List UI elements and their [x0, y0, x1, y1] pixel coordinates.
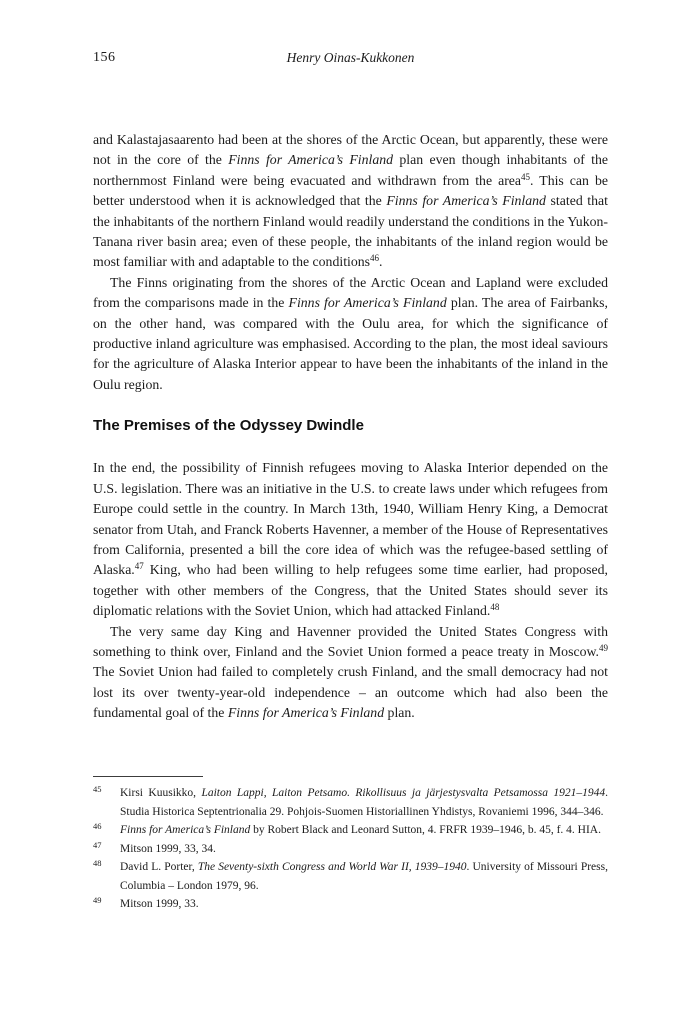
footnote-reference: 48 — [490, 602, 500, 613]
footnote-text — [120, 821, 608, 840]
text-run: The very same day King and Havenner provided the United States Congress with something to think over, Finland and the Soviet Union formed a peace treaty in Moscow. — [93, 623, 608, 659]
footnote-text — [120, 840, 608, 859]
page-body — [93, 130, 608, 724]
paragraph — [93, 130, 608, 273]
text-run: . University of Missouri Press, Columbia – London 1979, 96. — [120, 861, 608, 892]
text-run: Finns for America’s Finland — [386, 193, 546, 209]
text-run: . Studia Historica Septentrionalia 29. Pohjois-Suomen Historiallinen Yhdistys, Rovaniemi 1996, 344–346. — [120, 787, 608, 818]
footnote — [93, 858, 608, 895]
footnote-text — [120, 784, 608, 821]
footnote-number: 49 — [93, 895, 102, 905]
footnote-text — [120, 858, 608, 895]
footnote — [93, 840, 608, 859]
text-run: David L. Porter, — [120, 861, 198, 873]
text-run: plan. The area of Fairbanks, on the other hand, was compared with the Oulu area, for which the significance of productive inland agriculture was emphasised. According to the plan, the most ideal saviours for the agriculture of Alaska Interior appear to have been the inhabitants of the inland in the Oulu region. — [93, 295, 608, 392]
footnotes-section — [93, 776, 608, 914]
footnote-number: 46 — [93, 821, 102, 831]
text-run: and Kalastajasaarento had been at the shores of the Arctic Ocean, but apparently, these were not in the core of the — [93, 132, 608, 168]
page-number: 156 — [93, 50, 116, 65]
text-run: Finns for America’s Finland — [288, 295, 447, 311]
text-run: by Robert Black and Leonard Sutton, 4. FRFR 1939–1946, b. 45, f. 4. HIA. — [250, 824, 601, 836]
text-run: . This can be better understood when it is acknowledged that the — [93, 172, 608, 209]
footnote — [93, 821, 608, 840]
text-run: Laiton Lappi, Laiton Petsamo. Rikollisuus ja järjestysvalta Petsamossa 1921–1944 — [201, 787, 606, 799]
text-run: In the end, the possibility of Finnish refugees moving to Alaska Interior depended on the U.S. legislation. There was an initiative in the U.S. to create laws under which refugees from Europe could settle in the country. In March 13th, 1940, William Henry King, a Democrat senator from Utah, and Franck Roberts Havenner, a member of the House of Representatives from California, presented a bill the core idea of which was the refugee-based settling of Alaska. — [93, 460, 608, 578]
text-run: Mitson 1999, 33. — [120, 898, 199, 910]
paragraph — [93, 622, 608, 724]
text-run: Finns for America’s Finland — [120, 824, 251, 836]
text-run: The Finns originating from the shores of the Arctic Ocean and Lapland were excluded from the comparisons made in the — [93, 274, 608, 311]
page-header — [93, 49, 608, 66]
running-head: Henry Oinas-Kukkonen — [286, 50, 415, 65]
footnote-reference: 49 — [599, 642, 608, 653]
text-run: plan. — [384, 705, 415, 721]
text-run: plan even though inhabitants of the northernmost Finland were being evacuated and withdrawn from the area — [93, 152, 608, 188]
text-run: King, who had been willing to help refugees some time earlier, had proposed, together with other members of the Congress, that the United States should sever its diplomatic relations with the Soviet Union, which had attacked Finland. — [93, 562, 608, 619]
footnote-reference: 45 — [521, 171, 531, 182]
footnote-text — [120, 895, 608, 914]
footnote-number: 45 — [93, 784, 102, 794]
section-heading: The Premises of the Odyssey Dwindle — [93, 417, 364, 435]
footnote-separator-rule — [93, 776, 203, 777]
text-run: Finns for America’s Finland — [228, 152, 394, 168]
paragraph — [93, 458, 608, 621]
footnote-number: 47 — [93, 839, 102, 850]
text-run: The Soviet Union had failed to completely crush Finland, and the small democracy had not lost its over twenty-year-old independence – an outcome which had also been the fundamental goal of the — [93, 664, 608, 721]
text-run: Mitson 1999, 33, 34. — [120, 842, 216, 855]
text-run: Finns for America’s Finland — [227, 705, 385, 721]
text-run: The Seventy-sixth Congress and World War II, 1939–1940 — [197, 861, 467, 873]
footnote-reference: 47 — [134, 561, 144, 572]
footnote — [93, 895, 608, 914]
paragraph — [93, 273, 608, 395]
text-run: Kirsi Kuusikko, — [120, 787, 202, 799]
text-run: stated that the inhabitants of the northern Finland would readily understand the conditions in the Yukon-Tanana river basin area; even of these people, the inhabitants of the inland region would be most familiar with and adaptable to the conditions — [93, 193, 608, 270]
text-run: . — [379, 254, 383, 270]
footnote-number: 48 — [93, 858, 102, 868]
footnote-reference: 46 — [370, 253, 380, 264]
footnote — [93, 784, 608, 821]
